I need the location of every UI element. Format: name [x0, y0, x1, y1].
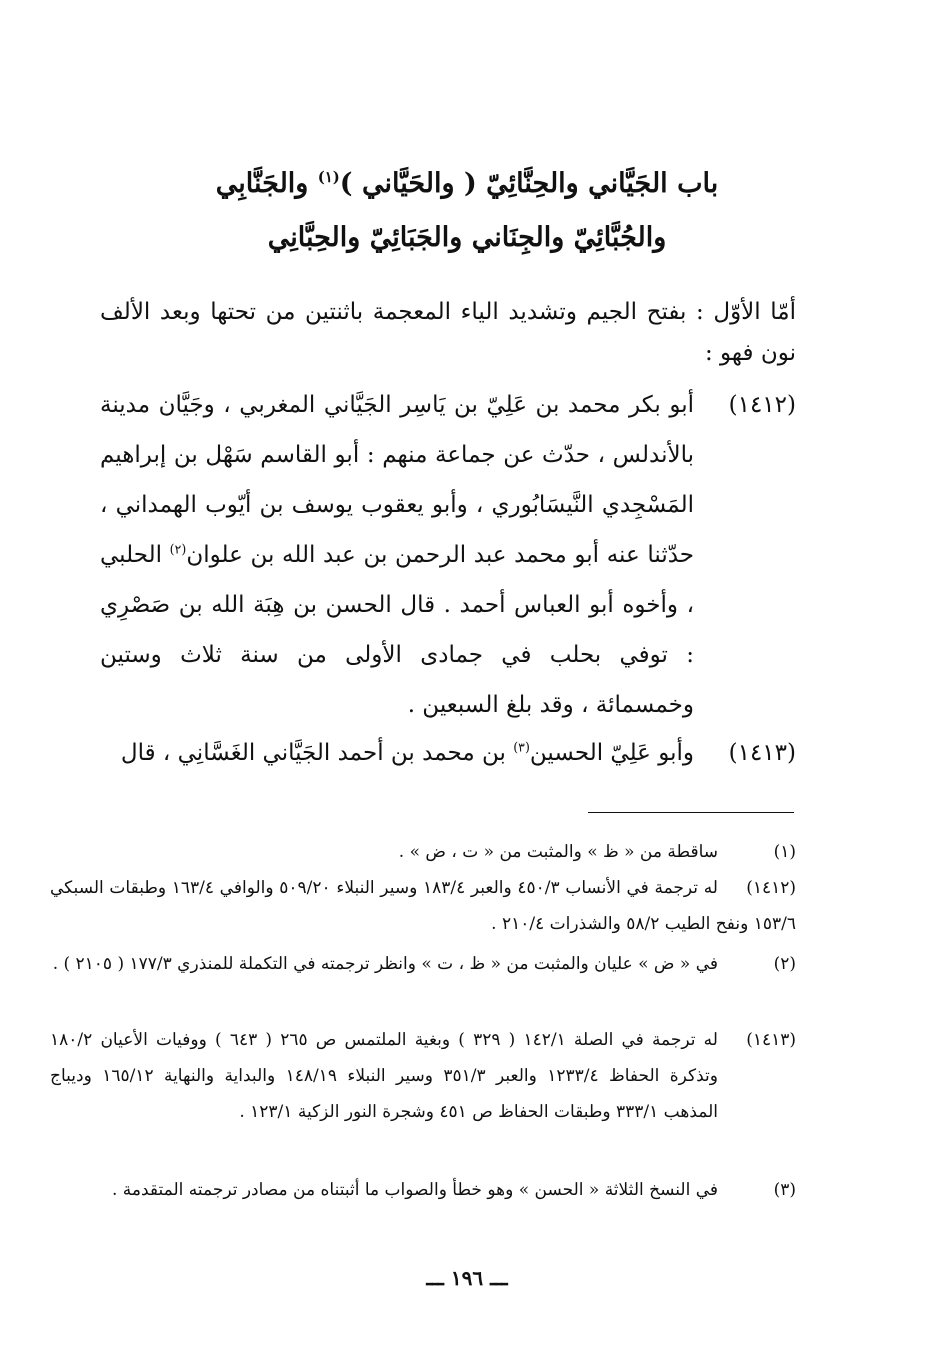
footnote-ref-3: (٣)	[513, 739, 530, 755]
entry-text-part-b: الحلبي ، وأخوه أبو العباس أحمد . قال الحسن بن هِبَة الله بن صَصْرِي : توفي بحلب في جمادى الأولى من سنة ثلاث وستين وخمسمائة ، وقد بلغ السبعين .	[100, 542, 694, 718]
footnote-number: (٢)	[773, 954, 796, 974]
footnote-number: (١٤١٣)	[746, 1030, 796, 1050]
entry-number: (١٤١٢)	[728, 392, 796, 418]
footnote-divider	[588, 812, 794, 813]
entry-1413	[100, 728, 796, 778]
footnote-3	[50, 1172, 796, 1208]
heading-text-end: والجَنَّابِي	[215, 168, 318, 199]
footnote-text: له ترجمة في الصلة ١٤٢/١ ( ٣٢٩ ) وبغية الملتمس ص ٢٦٥ ( ٦٤٣ ) ووفيات الأعيان ١٨٠/٢ وتذكرة الحفاظ ١٢٣٣/٤ والعبر ٣٥١/٣ وسير النبلاء ١٤٨/١٩ والبداية والنهاية ١٦٥/١٢ وديباج المذهب ٣٣٣/١ وطبقات الحفاظ ص ٤٥١ وشجرة النور الزكية ١٢٣/١ .	[50, 1030, 718, 1122]
entry-text-part-a: أبو بكر محمد بن عَلِيّ بن يَاسِر الجَيَّاني المغربي ، وجَيَّان مدينة بالأندلس ، حدّث عن جماعة منهم : أبو القاسم سَهْل بن إبراهيم المَسْجِدي النَّيسَابُوري ، وأبو يعقوب يوسف بن أيّوب الهمداني ، حدّثنا عنه أبو محمد عبد الرحمن بن عبد الله بن علوان	[100, 392, 695, 568]
footnote-text: له ترجمة في الأنساب ٤٥٠/٣ والعبر ١٨٣/٤ وسير النبلاء ٥٠٩/٢٠ والوافي ١٦٣/٤ وطبقات السبكي ١٥٣/٦ ونفح الطيب ٥٨/٢ والشذرات ٢١٠/٤ .	[50, 878, 796, 934]
footnote-1	[50, 834, 796, 870]
heading-text-start: باب الجَيَّاني والحِنَّائِيّ ( والحَيَّاني )	[339, 168, 719, 199]
footnote-1413	[50, 1022, 796, 1130]
footnote-number: (١)	[773, 842, 796, 862]
footnote-ref-1: (١)	[317, 168, 340, 186]
entry-text	[100, 380, 694, 730]
intro-paragraph: أمّا الأوّل : بفتح الجيم وتشديد الياء المعجمة باثنتين من تحتها وبعد الألف نون فهو :	[100, 299, 796, 366]
footnote-1412	[50, 870, 796, 942]
footnote-text: في النسخ الثلاثة « الحسن » وهو خطأ والصواب ما أثبتناه من مصادر ترجمته المتقدمة .	[111, 1180, 718, 1200]
footnote-ref-2: (٢)	[169, 541, 187, 557]
entry-1412	[100, 380, 796, 730]
footnote-number: (١٤١٢)	[746, 878, 796, 898]
chapter-heading-line-1	[120, 168, 814, 200]
entry-number: (١٤١٣)	[728, 740, 796, 766]
footnote-text: ساقطة من « ظ » والمثبت من « ت ، ض » .	[398, 842, 718, 862]
footnote-text: في « ض » عليان والمثبت من « ظ ، ت » وانظر ترجمته في التكملة للمنذري ١٧٧/٣ ( ٢١٠٥ ) .	[52, 954, 718, 974]
chapter-heading-line-2: والجُبَّائِيّ والجِنَاني والجَبَائِيّ والحِبَّانِي	[267, 222, 667, 253]
entry-text	[100, 728, 694, 778]
footnote-2	[50, 946, 796, 982]
page-number: ـــ ١٩٦ ـــ	[426, 1266, 508, 1290]
entry-text-part-a: وأبو عَلِيّ الحسين	[529, 740, 694, 766]
footnote-number: (٣)	[773, 1180, 796, 1200]
entry-text-part-b: بن محمد بن أحمد الجَيَّاني الغَسَّانِي ، قال	[120, 740, 514, 766]
